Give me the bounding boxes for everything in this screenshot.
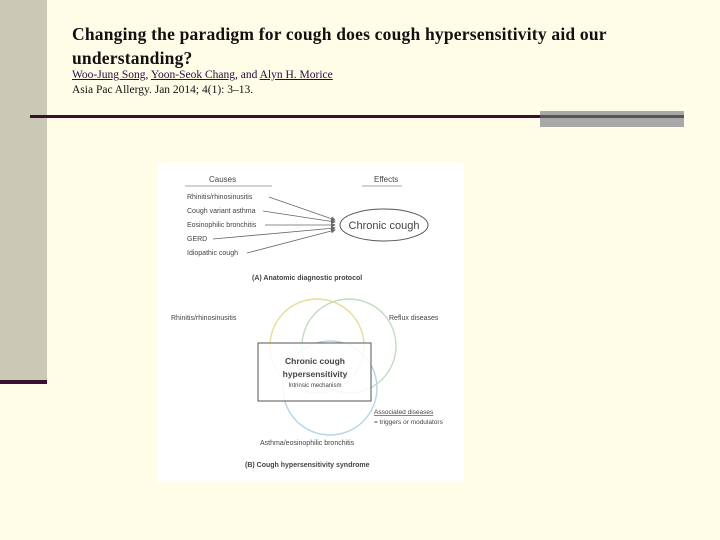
paper-figure [157,163,464,482]
asthma-label: Asthma/eosinophilic bronchitis [260,440,355,447]
chronic-cough-label: Chronic cough [348,220,420,232]
cause-item: Eosinophilic bronchitis [187,222,257,229]
header-divider-gray-line [540,115,684,118]
left-bar-accent [0,380,47,384]
rhinitis-label: Rhinitis/rhinosinusitis [171,315,237,322]
header-divider-gray-block [540,111,684,127]
left-decorative-bar [0,0,47,382]
cause-item: Idiopathic cough [187,250,238,257]
reflux-label: Reflux diseases [389,315,439,322]
center-title-line1: Chronic cough [285,356,345,366]
author-link-2[interactable]: Yoon-Seok Chang [150,69,235,81]
center-subtitle: Intrinsic mechanism [288,383,342,389]
cause-item: Cough variant asthma [187,208,256,215]
author-separator: , and [234,69,260,81]
cause-item: Rhinitis/rhinosinusitis [187,194,253,201]
figure-diagram [157,163,464,482]
panel-b-caption: (B) Cough hypersensitivity syndrome [245,462,370,469]
cause-arrow [247,230,335,253]
cause-arrow [213,228,335,239]
author-link-3[interactable]: Alyn H. Morice [259,69,333,81]
slide-title: Changing the paradigm for cough does cough hypersensitivity aid our understanding? [72,24,607,68]
author-separator: , [145,69,151,81]
panel-a-caption: (A) Anatomic diagnostic protocol [252,275,363,282]
effects-header: Effects [374,175,399,184]
author-link-1[interactable]: Woo-Jung Song [72,69,146,81]
associated-diseases-note: = triggers or modulators [374,419,443,426]
causes-header: Causes [209,175,237,184]
author-list [72,68,333,82]
cause-arrow [269,197,335,220]
header-divider [30,115,540,118]
cause-item: GERD [187,236,208,243]
associated-diseases-label: Associated diseases [374,409,434,416]
journal-citation: Asia Pac Allergy. Jan 2014; 4(1): 3–13. [72,84,254,96]
center-title-line2: hypersensitivity [282,369,348,379]
